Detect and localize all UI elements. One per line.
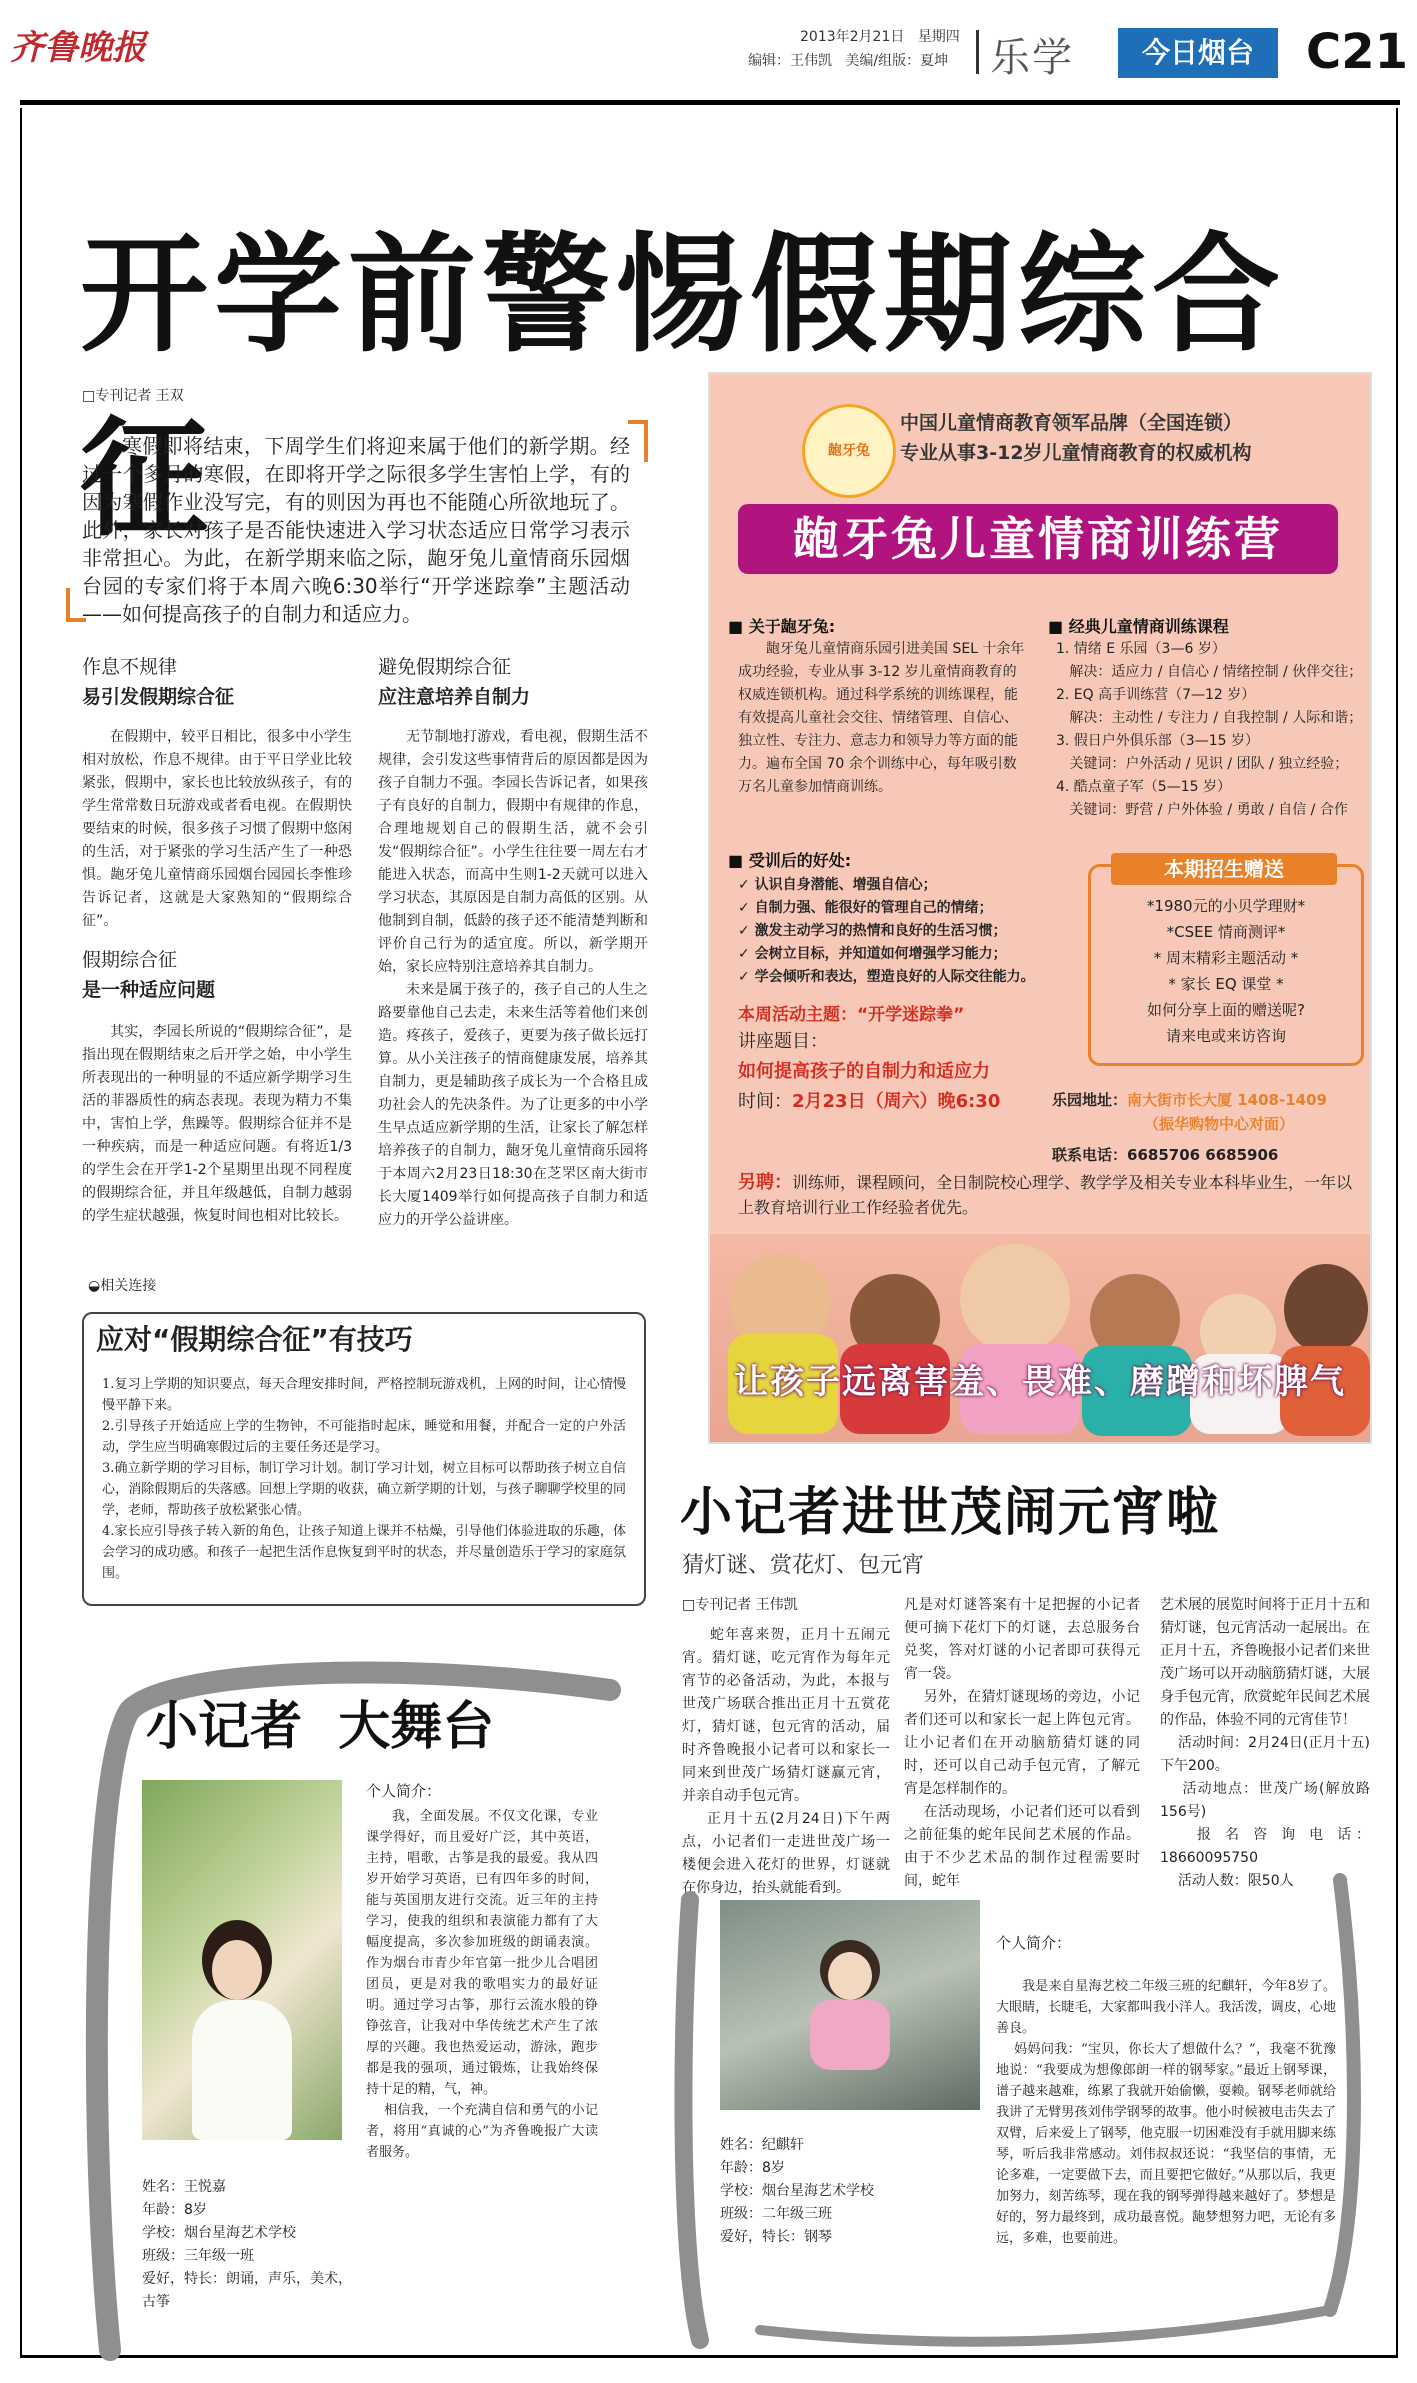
ad-title: 龅牙兔儿童情商训练营	[738, 504, 1338, 574]
lead-paragraph: 寒假即将结束，下周学生们将迎来属于他们的新学期。经过一个多月的寒假，在即将开学之际很多学生害怕上学，有的因为寒假作业没写完，有的则因为再也不能随心所欲地玩了。此外，家长对孩子是否能快速进入学习状态适应日常学习表示非常担心。为此，在新学期来临之际，龅牙兔儿童情商乐园烟台园的专家们将于本周六晚6:30举行“开学迷踪拳”主题活动——如何提高孩子的自制力和适应力。	[82, 434, 630, 626]
ad-phone-label: 联系电话：	[1052, 1146, 1128, 1164]
ad-addr2: （振华购物中心对面）	[1144, 1115, 1295, 1133]
reporter-2-intro-heading: 个人简介：	[996, 1934, 1072, 1952]
child-face-3	[960, 1244, 1070, 1354]
s3-title1: 避免假期综合征	[378, 656, 512, 678]
lead-bracket-top	[628, 420, 648, 462]
photo2-face	[828, 1952, 872, 2000]
child-face-6	[1284, 1264, 1368, 1354]
section-1	[82, 652, 352, 1228]
main-headline: 开学前警惕假期综合征	[80, 221, 1287, 554]
s2-title1: 假期综合征	[82, 949, 178, 971]
reporter-2-photo	[720, 1900, 980, 2110]
ad-lecture-label: 讲座题目：	[738, 1031, 828, 1052]
photo1-dress	[192, 2000, 292, 2140]
ad-slogan: 让孩子远离害羞、畏难、磨蹭和坏脾气	[734, 1362, 1346, 1402]
ad-address	[1052, 1088, 1372, 1136]
lantern-byline: □专刊记者 王伟凯	[682, 1597, 798, 1613]
ad-courses-heading: ■ 经典儿童情商训练课程	[1048, 617, 1229, 636]
left-rule	[20, 108, 22, 2358]
ad-tag1: 中国儿童情商教育领军品牌（全国连锁）	[900, 412, 1243, 434]
ad-benefits: ✓ 认识自身潜能、增强自信心； ✓ 自制力强、能很好的管理自己的情绪； ✓ 激发主动学习的热情和良好的生活习惯； ✓ 会树立目标，并知道如何增强学习能力； ✓ 学会倾听和表达，塑造良好的人际交往能力。	[738, 877, 1035, 985]
ad-about: 龅牙兔儿童情商乐园引进美国 SEL 十余年成功经验，专业从事 3-12 岁儿童情商教育的权威连锁机构。通过科学系统的训练课程，能有效提高儿童社会交往、情绪管理、自信心、独立性、专注力、意志力和领导力等方面的能力。遍布全国 70 余个训练中心，每年吸引数万名儿童参加情商训练。	[738, 641, 1025, 795]
reporter-2-intro: 我是来自星海艺校二年级三班的纪麒轩，今年8岁了。大眼睛，长睫毛，大家都叫我小洋人。我活泼，调皮，心地善良。 妈妈问我：“宝贝，你长大了想做什么？”，我毫不犹豫地说：“我要成为想像郎朗一样的钢琴家。”最近上钢琴课，谱子越来越难，练累了我就开始偷懒，耍赖。钢琴老师就给我讲了无臂男孩刘伟学钢琴的故事。他小时候被电击失去了双臂，后来爱上了钢琴，他克服一切困难没有手就用脚来练琴，听后我非常感动。刘伟叔叔还说：“我坚信的事情，无论多难，一定要做下去，而且要把它做好。”从那以后，我更加努力，刻苦练琴，现在我的钢琴弹得越来越好了。梦想是好的，努力最终到，成功最喜悦。龅梦想努力吧，无论有多远，多难，也要前进。	[996, 1979, 1337, 2246]
tips-box	[82, 1312, 646, 1606]
ad-children-photo	[710, 1234, 1370, 1442]
ad-hire-label: 另聘：	[738, 1172, 792, 1193]
section-3	[378, 652, 648, 1232]
reporter-1-intro-heading: 个人简介：	[366, 1782, 442, 1800]
ad-lecture: 如何提高孩子的自制力和适应力	[738, 1061, 990, 1082]
reporter-1-photo	[142, 1780, 342, 2140]
reporter-1-intro: 我，全面发展。不仅文化课，专业课学得好，而且爱好广泛，其中英语，主持，唱歌，古筝是我的最爱。我从四岁开始学习英语，已有四年多的时间，能与英国朋友进行交流。近三年的主持学习，使我的组织和表演能力都有了大幅度提高，多次参加班级的朗诵表演。作为烟台市青少年官第一批少儿合唱团团员，更是对我的歌唱实力的最好证明。通过学习古筝，那行云流水般的铮铮弦音，让我对中华传统艺术产生了浓厚的兴趣。我也热爱运动，游泳，跑步都是我的强项，通过锻炼，让我始终保持十足的精，气，神。 相信我，一个充满自信和勇气的小记者，将用“真诚的心”为齐鲁晚报广大读者服务。	[366, 1809, 598, 2160]
section-bar: 今日烟台	[1118, 28, 1278, 78]
designer: 美编/组版：夏坤	[845, 53, 949, 69]
issue-weekday: 星期四	[917, 29, 960, 45]
page-number: C21	[1306, 24, 1409, 80]
masthead-logo: 齐鲁晚报	[10, 28, 146, 68]
ad-hire-text: 训练师，课程顾问，全日制院校心理学、教学学及相关专业本科毕业生，一年以上教育培训行业工作经验者优先。	[738, 1173, 1353, 1217]
s1-body: 在假期中，较平日相比，很多中小学生相对放松，作息不规律。由于平日学业比较紧张，假期中，家长也比较放纵孩子，有的学生常常数日玩游戏或者看电视。在假期快要结束的时候，很多孩子习惯了假期中悠闲的生活，对于紧张的学习生活产生了一种恐惧。龅牙兔儿童情商乐园烟台园园长李惟珍告诉记者，这就是大家熟知的“假期综合征”。	[82, 729, 352, 929]
issue-date: 2013年2月21日	[800, 29, 905, 45]
ad-promo: *1980元的小贝学理财* *CSEE 情商测评* * 周末精彩主题活动 * * 家长 EQ 课堂 * 如何分享上面的赠送呢? 请来电或来访咨询	[1146, 897, 1306, 1045]
editor: 编辑：王伟凯	[748, 53, 832, 69]
tips-title: 应对“假期综合征”有技巧	[96, 1323, 413, 1356]
ad-promo-heading: 本期招生赠送	[1111, 853, 1337, 885]
ad-phone: 6685706 6685906	[1127, 1146, 1279, 1164]
editor-row	[748, 50, 948, 72]
s2-title2: 是一种适应问题	[82, 979, 216, 1001]
ad-panel	[708, 372, 1372, 1444]
lantern-col1: 蛇年喜来贺，正月十五闹元宵。猜灯谜，吃元宵作为每年元宵节的必备活动，为此，本报与世茂广场联合推出正月十五赏花灯，猜灯谜，包元宵的活动，届时齐鲁晚报小记者可以和家长一同来到世茂广场猜灯谜赢元宵，并亲自动手包元宵。 正月十五(2月24日)下午两点，小记者们一走进世茂广场一楼便会进入花灯的世界，灯谜就在你身边，抬头就能看到。	[682, 1627, 890, 1896]
tips-label-text: 相关连接	[100, 1278, 157, 1294]
tips-body: 1.复习上学期的知识要点，每天合理安排时间，严格控制玩游戏机，上网的时间，让心情慢慢平静下来。 2.引导孩子开始适应上学的生物钟，不可能指时起床，睡觉和用餐，并配合一定的户外活动，学生应当明确寒假过后的主要任务还是学习。 3.确立新学期的学习目标，制订学习计划。制订学习计划，树立目标可以帮助孩子树立自信心，消除假期后的失落感。回想上学期的收获，确立新学期的计划，与孩子聊聊学校里的同学，老师，帮助孩子放松紧张心情。 4.家长应引导孩子转入新的角色，让孩子知道上课并不枯燥，引导他们体验进取的乐趣，体会学习的成功感。和孩子一起把生活作息恢复到平时的状态，并尽量创造乐于学习的家庭氛围。	[102, 1377, 626, 1581]
ad-promo-box	[1088, 857, 1364, 1066]
ad-time-row	[738, 1088, 1000, 1116]
lantern-col2: 凡是对灯谜答案有十足把握的小记者便可摘下花灯下的灯谜，去总服务台兑奖，答对灯谜的小记者即可获得元宵一袋。 另外，在猜灯谜现场的旁边，小记者们还可以和家长一起上阵包元宵。让小记者们在开动脑筋猜灯谜的同时，还可以自己动手包元宵，了解元宵是怎样制作的。 在活动现场，小记者们还可以看到之前征集的蛇年民间艺术展的作品。由于不少艺术品的制作过程需要时间，蛇年	[904, 1597, 1140, 1889]
ad-courses: 1. 情绪 E 乐园（3—6 岁） 解决：适应力 / 自信心 / 情绪控制 / 伙伴交往； 2. EQ 高手训练营（7—12 岁） 解决：主动性 / 专注力 / 自我控制 / 人际和谐； 3. 假日户外俱乐部（3—15 岁） 关键词：户外活动 / 见识 / 团队 / 独立经验； 4. 酷点童子军（5—15 岁） 关键词：野营 / 户外体验 / 勇敢 / 自信 / 合作	[1056, 641, 1363, 818]
s3-body2: 未来是属于孩子的，孩子自己的人生之路要靠他自己去走，未来生活等着他们来创造。疼孩子，爱孩子，更要为孩子做长远打算。从小关注孩子的情商健康发展，培养其自制力，更是辅助孩子成长为一个合格且成功社会人的先决条件。为了让更多的中小学生早点适应新学期的生活，让家长了解怎样培养孩子的自制力，龅牙兔儿童情商乐园将于本周六2月23日18:30在芝罘区南大街市长大厦1409举行如何提高孩子自制力和适应力的开学公益讲座。	[378, 982, 648, 1228]
s1-title1: 作息不规律	[82, 656, 178, 678]
lantern-col3: 艺术展的展览时间将于正月十五和猜灯谜，包元宵活动一起展出。在正月十五，齐鲁晚报小记者们来世茂广场可以开动脑筋猜灯谜，大展身手包元宵，欣赏蛇年民间艺术展的作品，体验不同的元宵佳节！ 活动时间：2月24日(正月十五)下午200。 活动地点：世茂广场(解放路156号) 报 名 咨 询 电 话：18660095750 活动人数：限50人	[1160, 1597, 1370, 1889]
ad-phone-row	[1052, 1144, 1278, 1165]
top-rule	[20, 100, 1400, 105]
ad-addr: 南大街市长大厦 1408-1409	[1127, 1091, 1327, 1109]
main-byline: □专刊记者 王双	[82, 388, 184, 404]
ad-event-heading: 本周活动主题：“开学迷踪拳”	[738, 1005, 965, 1025]
ad-hire	[738, 1170, 1358, 1220]
ad-time-label: 时间：	[738, 1091, 792, 1112]
photo2-coat	[810, 2000, 890, 2070]
s3-body: 无节制地打游戏，看电视，假期生活不规律，会引发这些事情背后的原因都是因为孩子自制力不强。李园长告诉记者，如果孩子有良好的自制力，假期中有规律的作息，合理地规划自己的假期生活，就不会引发“假期综合征”。小学生往往要一周左右才能进入状态，而高中生则1-2天就可以进入学习状态，其原因是自制力高低的区别。从他制到自制，低龄的孩子还不能清楚判断和评价自己行为的适宜度。所以，新学期开始，家长应特别注意培养其自制力。	[378, 729, 648, 975]
ad-time: 2月23日（周六）晚6:30	[792, 1091, 1001, 1112]
ad-benefit-heading: ■ 受训后的好处:	[728, 851, 852, 870]
s1-title2: 易引发假期综合征	[82, 686, 235, 708]
ad-logo: 龅牙兔	[802, 404, 896, 498]
s2-body: 其实，李园长所说的“假期综合征”，是指出现在假期结束之后开学之始，中小学生所表现出的一种明显的不适应新学期学习生活的菲器质性的病态表现。表现为精力不集中，害怕上学，焦躁等。假期综合征并不是一种疾病，而是一种适应问题。有将近1/3的学生会在开学1-2个星期里出现不同程度的假期综合征，并且年级越低，自制力越弱的学生症状越强，恢复时间也相对比较长。	[82, 1024, 352, 1224]
reporter-2-info: 姓名：纪麒轩 年龄：8岁 学校：烟台星海艺术学校 班级：二年级三班 爱好，特长：钢琴	[720, 2137, 874, 2245]
masthead-divider	[976, 30, 979, 74]
lantern-subtitle: 猜灯谜、赏花灯、包元宵	[682, 1553, 925, 1578]
section-name: 乐学	[990, 35, 1074, 81]
ad-addr-label: 乐园地址：	[1052, 1091, 1128, 1109]
issue-date-row	[800, 26, 960, 48]
stage-title: 小记者 大舞台	[146, 1697, 495, 1757]
lantern-headline: 小记者进世茂闹元宵啦	[680, 1483, 1221, 1543]
reporter-1-info: 姓名：王悦嘉 年龄：8岁 学校：烟台星海艺术学校 班级：三年级一班 爱好，特长：朗诵，声乐，美术，古筝	[142, 2179, 352, 2310]
s3-title2: 应注意培养自制力	[378, 686, 531, 708]
tips-label: ◒相关连接	[88, 1278, 157, 1294]
photo1-face	[212, 1940, 262, 2000]
ad-about-heading: ■ 关于龅牙兔:	[728, 617, 836, 636]
ad-tag2: 专业从事3-12岁儿童情商教育的权威机构	[900, 442, 1252, 464]
